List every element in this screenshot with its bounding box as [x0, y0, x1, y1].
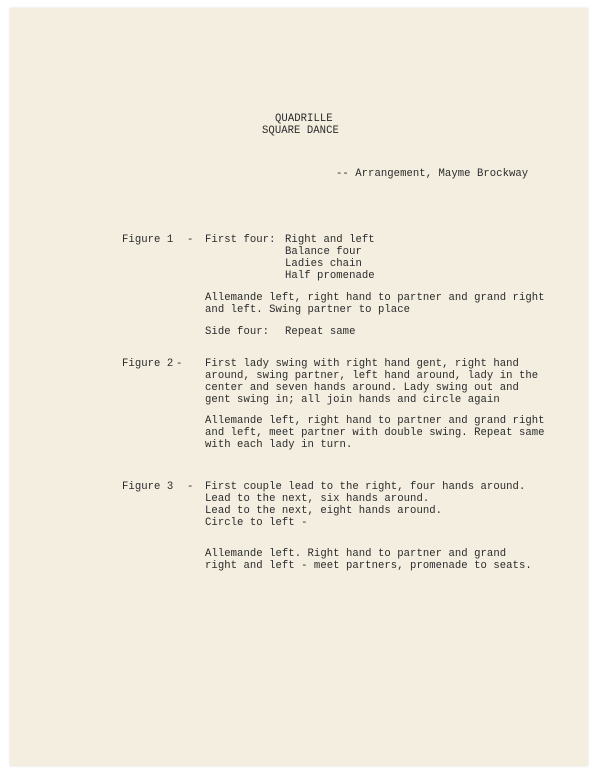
- title-line-1: QUADRILLE: [275, 113, 333, 125]
- figure-2-label: Figure 2: [122, 358, 174, 370]
- figure-2-text-line: around, swing partner, left hand around, lady in the: [205, 370, 539, 382]
- figure-3-text-line: Circle to left -: [205, 517, 308, 529]
- figure-1-move: Right and left: [285, 234, 375, 246]
- figure-1-move: Ladies chain: [285, 258, 362, 270]
- figure-2-dash: -: [176, 358, 183, 370]
- figure-2-text-line: with each lady in turn.: [205, 439, 353, 451]
- figure-2-text-line: Allemande left, right hand to partner and grand right: [205, 415, 545, 427]
- figure-3-text-line: right and left - meet partners, promenade to seats.: [205, 560, 532, 572]
- figure-3-text-line: Lead to the next, six hands around.: [205, 493, 430, 505]
- side-four-text: Repeat same: [285, 326, 356, 338]
- figure-3-text-line: Lead to the next, eight hands around.: [205, 505, 443, 517]
- title-line-2: SQUARE DANCE: [262, 125, 339, 137]
- figure-1-dash: -: [187, 234, 194, 246]
- figure-1-allemande-line: and left. Swing partner to place: [205, 304, 411, 316]
- figure-2-text-line: center and seven hands around. Lady swing out and: [205, 382, 519, 394]
- figure-3-dash: -: [187, 481, 194, 493]
- first-four-label: First four:: [205, 234, 276, 246]
- arrangement-credit: -- Arrangement, Mayme Brockway: [336, 168, 529, 180]
- figure-3-text-line: Allemande left. Right hand to partner and grand: [205, 548, 507, 560]
- figure-3-text-line: First couple lead to the right, four hands around.: [205, 481, 526, 493]
- figure-3-label: Figure 3: [122, 481, 174, 493]
- figure-2-text-line: gent swing in; all join hands and circle again: [205, 394, 500, 406]
- figure-2-text-line: First lady swing with right hand gent, right hand: [205, 358, 519, 370]
- figure-1-move: Balance four: [285, 246, 362, 258]
- figure-2-text-line: and left, meet partner with double swing. Repeat same: [205, 427, 545, 439]
- figure-1-move: Half promenade: [285, 270, 375, 282]
- figure-1-label: Figure 1: [122, 234, 174, 246]
- typewritten-page: [10, 8, 588, 766]
- figure-1-allemande-line: Allemande left, right hand to partner and grand right: [205, 292, 545, 304]
- side-four-label: Side four:: [205, 326, 270, 338]
